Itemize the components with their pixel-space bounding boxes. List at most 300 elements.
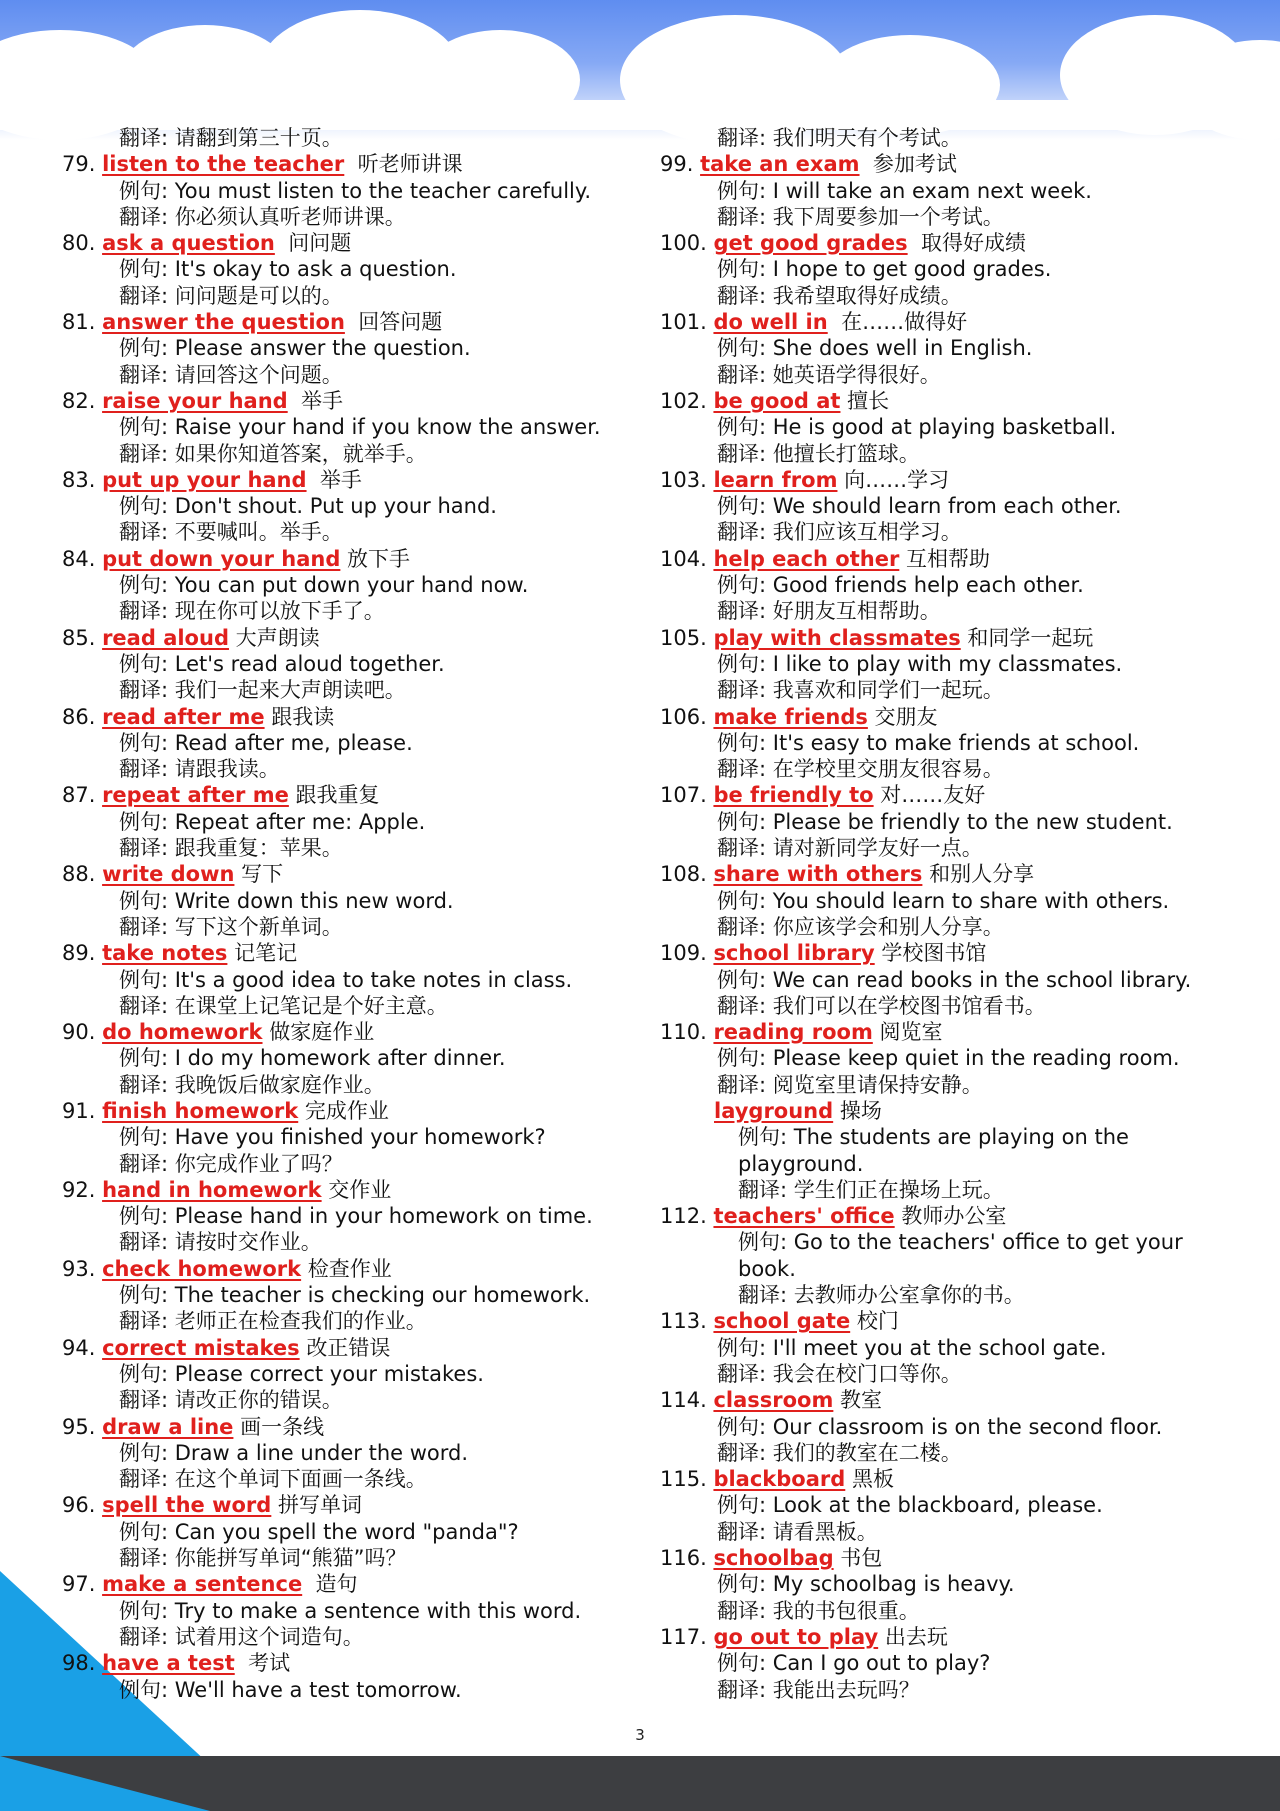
line-label: 例句: [119,1440,175,1465]
example-sentence [660,335,1245,361]
line-label: 例句: [119,1598,175,1623]
translation-line [62,993,647,1019]
vocab-entry [660,1203,1245,1229]
vocab-entry [660,1019,1245,1045]
line-text: 请对新同学友好一点。 [772,836,983,861]
line-label: 例句: [119,730,175,755]
vocab-phrase: be good at [713,388,841,413]
vocab-phrase: put down your hand [102,546,341,571]
line-label: 例句: [119,178,175,203]
line-label: 例句: [119,1283,175,1308]
entry-number: 115. [660,1467,714,1492]
line-label: 例句: [119,1361,175,1386]
vocab-translation: 和同学一起玩 [960,625,1094,650]
translation-line [62,283,647,309]
line-text: 请改正你的错误。 [174,1388,343,1413]
vocab-translation: 听老师讲课 [344,152,463,177]
vocab-phrase: read after me [102,704,265,729]
line-text: 我下周要参加一个考试。 [772,204,1004,229]
line-text: Please answer the question. [174,336,471,361]
vocab-translation: 出去玩 [878,1624,948,1649]
vocab-entry [62,1335,647,1361]
entry-number: 113. [660,1309,714,1334]
line-text: 在学校里交朋友很容易。 [772,757,1004,782]
left-vocab-column [62,125,647,1703]
line-label: 例句: [717,257,773,282]
right-vocab-column [660,125,1245,1703]
vocab-phrase: get good grades [713,231,908,256]
line-text: Have you finished your homework? [174,1125,546,1150]
vocab-translation: 举手 [287,388,344,413]
line-label: 翻译: [119,126,175,150]
vocab-translation: 黑板 [845,1467,894,1492]
vocab-translation: 擅长 [840,388,890,413]
entry-number: 104. [660,546,714,571]
vocab-entry [660,782,1245,808]
line-text: 你必须认真听老师讲课。 [174,204,406,229]
vocab-entry [62,1019,647,1045]
vocab-phrase: schoolbag [713,1546,834,1571]
vocab-entry [660,309,1245,335]
vocab-entry [62,151,647,177]
example-sentence [660,256,1245,282]
vocab-translation: 改正错误 [299,1335,391,1360]
vocab-translation: 在……做得好 [827,310,968,335]
line-text: 学生们正在操场上玩。 [793,1177,1004,1202]
line-text: 你完成作业了吗？ [174,1151,343,1176]
line-label: 例句: [119,1125,175,1150]
line-label: 翻译: [717,599,773,624]
line-text: 好朋友互相帮助。 [772,599,941,624]
vocab-translation: 书包 [833,1546,883,1571]
line-text: 在这个单词下面画一条线。 [174,1467,427,1492]
line-label: 例句: [119,257,175,282]
vocab-translation: 取得好成绩 [907,231,1026,256]
line-text: My schoolbag is heavy. [772,1572,1015,1597]
translation-line [62,1151,647,1177]
example-text: book. [738,1256,796,1281]
vocab-entry [62,704,647,730]
line-text: 我会在校门口等你。 [772,1361,962,1386]
line-label: 翻译: [717,1677,773,1702]
translation-line [660,914,1245,940]
line-text: I'll meet you at the school gate. [772,1335,1107,1360]
vocab-phrase: classroom [713,1388,834,1413]
vocab-phrase: layground [714,1098,834,1123]
translation-line [660,362,1245,388]
example-sentence [62,572,647,598]
entry-number: 100. [660,231,714,256]
vocab-translation: 写下 [234,862,284,887]
line-text: Our classroom is on the second floor. [772,1414,1163,1439]
vocab-phrase: correct mistakes [102,1335,300,1360]
line-label: 翻译: [119,1151,175,1176]
example-sentence [62,256,647,282]
vocab-phrase: share with others [713,862,923,887]
example-sentence [660,414,1245,440]
line-label: 例句: [717,1046,773,1071]
example-sentence [62,651,647,677]
line-label: 翻译: [119,1230,175,1255]
entry-number: 84. [62,546,103,571]
vocab-entry [660,230,1245,256]
entry-number: 108. [660,862,714,887]
line-label: 例句: [717,651,773,676]
line-text: I like to play with my classmates. [772,651,1123,676]
vocab-entry [62,388,647,414]
line-text: 我们明天有个考试。 [772,126,962,150]
entry-number: 106. [660,704,714,729]
translation-line [62,1308,647,1334]
example-sentence [660,1045,1245,1071]
entry-number: 103. [660,467,714,492]
example-sentence [660,572,1245,598]
example-sentence [660,1414,1245,1440]
line-text: I will take an exam next week. [772,178,1092,203]
vocab-phrase: learn from [713,467,838,492]
vocab-entry [62,1098,647,1124]
line-label: 翻译: [717,204,773,229]
entry-number: 101. [660,310,714,335]
example-sentence [62,888,647,914]
line-text: Please correct your mistakes. [174,1361,484,1386]
entry-number: 93. [62,1256,103,1281]
line-label: 例句: [119,967,175,992]
line-text: 请按时交作业。 [174,1230,322,1255]
line-label: 例句: [717,1493,773,1518]
entry-number: 90. [62,1020,103,1045]
example-sentence [62,730,647,756]
example-sentence [62,1045,647,1071]
vocab-phrase: read aloud [102,625,229,650]
line-text: The students are playing on the [793,1125,1129,1150]
line-text: 跟我重复：苹果。 [174,836,343,861]
entry-number: 97. [62,1572,103,1597]
translation-line [62,1545,647,1571]
vocab-entry [660,625,1245,651]
line-text: The teacher is checking our homework. [174,1283,591,1308]
line-label: 翻译: [119,283,175,308]
example-sentence [660,178,1245,204]
entry-number: 95. [62,1414,103,1439]
line-text: 我们的教室在二楼。 [772,1440,962,1465]
line-text: 我晚饭后做家庭作业。 [174,1072,385,1097]
line-text: 你能拼写单词“熊猫”吗？ [174,1546,407,1571]
line-label: 例句: [738,1125,794,1150]
vocab-translation: 交作业 [321,1177,392,1202]
translation-line [660,835,1245,861]
vocab-translation: 互相帮助 [899,546,990,571]
line-text: 写下这个新单词。 [174,914,343,939]
line-label: 例句: [717,1572,773,1597]
vocab-phrase: spell the word [102,1493,272,1518]
example-sentence [62,1124,647,1150]
vocab-entry [660,704,1245,730]
vocab-translation: 问问题 [274,231,352,256]
vocab-phrase: play with classmates [713,625,961,650]
example-sentence [660,1650,1245,1676]
line-text: Repeat after me: Apple. [174,809,426,834]
line-text: 他擅长打篮球。 [772,441,920,466]
vocab-translation: 向……学习 [837,467,950,492]
vocab-entry [62,1414,647,1440]
entry-number: 87. [62,783,103,808]
line-label: 翻译: [717,1519,773,1544]
entry-number: 107. [660,783,714,808]
vocab-phrase: go out to play [713,1624,879,1649]
line-text: 试着用这个词造句。 [174,1624,364,1649]
line-text: 她英语学得很好。 [772,362,941,387]
translation-line [62,1624,647,1650]
example-sentence [660,1124,1245,1150]
line-label: 翻译: [119,678,175,703]
vocab-phrase: school library [713,941,875,966]
line-label: 例句: [717,573,773,598]
vocab-phrase: ask a question [102,231,275,256]
line-text: 我们可以在学校图书馆看书。 [772,993,1046,1018]
vocab-entry [62,1571,647,1597]
line-text: Please keep quiet in the reading room. [772,1046,1180,1071]
line-label: 例句: [717,1335,773,1360]
translation-line [62,204,647,230]
vocab-entry [660,1545,1245,1571]
vocab-phrase: do homework [102,1020,263,1045]
vocab-phrase: help each other [713,546,900,571]
line-label: 翻译: [119,1072,175,1097]
entry-number: 114. [660,1388,714,1413]
vocab-entry [660,151,1245,177]
line-label: 例句: [717,178,773,203]
line-text: Can I go out to play? [772,1651,991,1676]
translation-line [660,519,1245,545]
line-label: 例句: [119,1677,175,1702]
example-sentence [660,967,1245,993]
vocab-entry [62,625,647,651]
vocab-translation: 参加考试 [859,152,957,177]
vocab-translation: 考试 [234,1651,291,1676]
translation-line [660,1519,1245,1545]
example-sentence [62,1677,647,1703]
entry-number: 86. [62,704,103,729]
line-text: 我希望取得好成绩。 [772,283,962,308]
line-label: 翻译: [119,914,175,939]
vocab-translation: 交朋友 [867,704,938,729]
entry-number: 91. [62,1098,103,1123]
vocab-entry [660,467,1245,493]
translation-line [62,677,647,703]
line-text: Try to make a sentence with this word. [174,1598,582,1623]
translation-line [660,1440,1245,1466]
example-sentence [62,1519,647,1545]
line-text: 我能出去玩吗？ [772,1677,920,1702]
line-label: 翻译: [717,1440,773,1465]
line-text: 请跟我读。 [174,757,280,782]
line-label: 例句: [119,1046,175,1071]
line-label: 翻译: [119,1388,175,1413]
example-text: playground. [738,1151,864,1176]
entry-number: 88. [62,862,103,887]
example-sentence [660,493,1245,519]
vocab-translation: 做家庭作业 [262,1020,375,1045]
translation-line [62,1466,647,1492]
line-label: 例句: [717,415,773,440]
line-text: Don't shout. Put up your hand. [174,494,497,519]
example-sentence [62,1361,647,1387]
line-text: It's easy to make friends at school. [772,730,1140,755]
vocab-entry [62,1256,647,1282]
vocab-entry [62,1650,647,1676]
vocab-phrase: finish homework [102,1098,299,1123]
vocab-phrase: reading room [713,1020,873,1045]
line-text: 在课堂上记笔记是个好主意。 [174,993,448,1018]
translation-line [660,125,1245,151]
translation-line [62,441,647,467]
translation-line [660,756,1245,782]
translation-line [62,1229,647,1255]
line-label: 例句: [119,809,175,834]
line-label: 翻译: [119,362,175,387]
line-text: 我的书包很重。 [772,1598,920,1623]
line-label: 翻译: [717,362,773,387]
line-label: 例句: [717,1651,773,1676]
line-text: 你应该学会和别人分享。 [772,914,1004,939]
line-label: 例句: [717,809,773,834]
line-label: 翻译: [717,441,773,466]
entry-number: 99. [660,152,701,177]
translation-line [62,1072,647,1098]
vocab-phrase: hand in homework [102,1177,322,1202]
vocab-phrase: raise your hand [102,388,288,413]
line-text: Draw a line under the word. [174,1440,469,1465]
line-label: 例句: [717,1414,773,1439]
line-text: Can you spell the word "panda"? [174,1519,519,1544]
vocab-entry [62,1492,647,1518]
line-text: He is good at playing basketball. [772,415,1117,440]
entry-number: 109. [660,941,714,966]
line-text: Let's read aloud together. [174,651,445,676]
line-label: 例句: [717,888,773,913]
vocab-translation: 大声朗读 [228,625,320,650]
page-number: 3 [635,1726,645,1744]
line-text: 不要喊叫。举手。 [174,520,343,545]
example-sentence [62,178,647,204]
vocab-translation: 阅览室 [872,1020,943,1045]
line-label: 翻译: [717,1361,773,1386]
example-sentence [62,335,647,361]
vocab-entry [660,1466,1245,1492]
line-text: You should learn to share with others. [772,888,1170,913]
line-label: 翻译: [119,441,175,466]
line-label: 翻译: [717,283,773,308]
line-label: 翻译: [119,204,175,229]
vocab-translation: 画一条线 [233,1414,325,1439]
vocab-translation: 拼写单词 [271,1493,363,1518]
line-text: 如果你知道答案，就举手。 [174,441,427,466]
translation-line [62,362,647,388]
line-label: 翻译: [119,599,175,624]
vocab-entry [660,940,1245,966]
vocab-phrase: have a test [102,1651,235,1676]
vocab-translation: 教师办公室 [894,1204,1007,1229]
vocab-phrase: school gate [713,1309,851,1334]
example-continuation [660,1151,1245,1177]
line-label: 例句: [717,967,773,992]
line-label: 例句: [119,336,175,361]
vocab-phrase: be friendly to [713,783,874,808]
entry-number: 117. [660,1624,714,1649]
vocab-translation: 检查作业 [301,1256,392,1281]
vocab-translation: 回答问题 [344,310,443,335]
line-label: 例句: [119,651,175,676]
example-sentence [62,1598,647,1624]
entry-number: 96. [62,1493,103,1518]
line-label: 例句: [717,730,773,755]
example-sentence [62,493,647,519]
translation-line [660,1072,1245,1098]
entry-number: 82. [62,388,103,413]
translation-line [660,1677,1245,1703]
line-label: 翻译: [119,1309,175,1334]
line-label: 例句: [119,494,175,519]
translation-line [660,283,1245,309]
example-sentence [660,809,1245,835]
line-text: 问问题是可以的。 [174,283,343,308]
line-text: Please be friendly to the new student. [772,809,1173,834]
vocab-entry [62,230,647,256]
vocab-entry [660,388,1245,414]
vocab-translation: 学校图书馆 [874,941,987,966]
vocab-entry [62,1177,647,1203]
line-text: It's a good idea to take notes in class. [174,967,573,992]
vocab-entry [660,1624,1245,1650]
example-sentence [660,1335,1245,1361]
line-text: 我们一起来大声朗读吧。 [174,678,406,703]
line-label: 翻译: [119,993,175,1018]
vocab-translation: 和别人分享 [922,862,1035,887]
vocab-translation: 操场 [833,1098,882,1123]
translation-line [660,1361,1245,1387]
entry-number: 116. [660,1546,714,1571]
line-text: Go to the teachers' office to get your [793,1230,1183,1255]
translation-line [62,125,647,151]
vocab-entry [62,546,647,572]
example-sentence [660,888,1245,914]
entry-number: 85. [62,625,103,650]
entry-number: 92. [62,1177,103,1202]
line-text: 老师正在检查我们的作业。 [174,1309,427,1334]
line-label: 例句: [119,1519,175,1544]
line-label: 例句: [738,1230,794,1255]
vocab-entry [660,861,1245,887]
vocab-translation: 完成作业 [298,1098,389,1123]
example-sentence [660,1229,1245,1255]
line-text: Look at the blackboard, please. [772,1493,1103,1518]
example-sentence [62,1203,647,1229]
line-text: I do my homework after dinner. [174,1046,506,1071]
example-sentence [660,730,1245,756]
line-text: I hope to get good grades. [772,257,1052,282]
vocab-translation: 放下手 [340,546,411,571]
entry-number: 83. [62,467,103,492]
vocab-entry [62,467,647,493]
vocab-phrase: answer the question [102,310,345,335]
entry-number: 80. [62,231,103,256]
vocab-entry [62,940,647,966]
line-text: Good friends help each other. [772,573,1084,598]
entry-number: 110. [660,1020,714,1045]
translation-line [62,519,647,545]
translation-line [660,993,1245,1019]
